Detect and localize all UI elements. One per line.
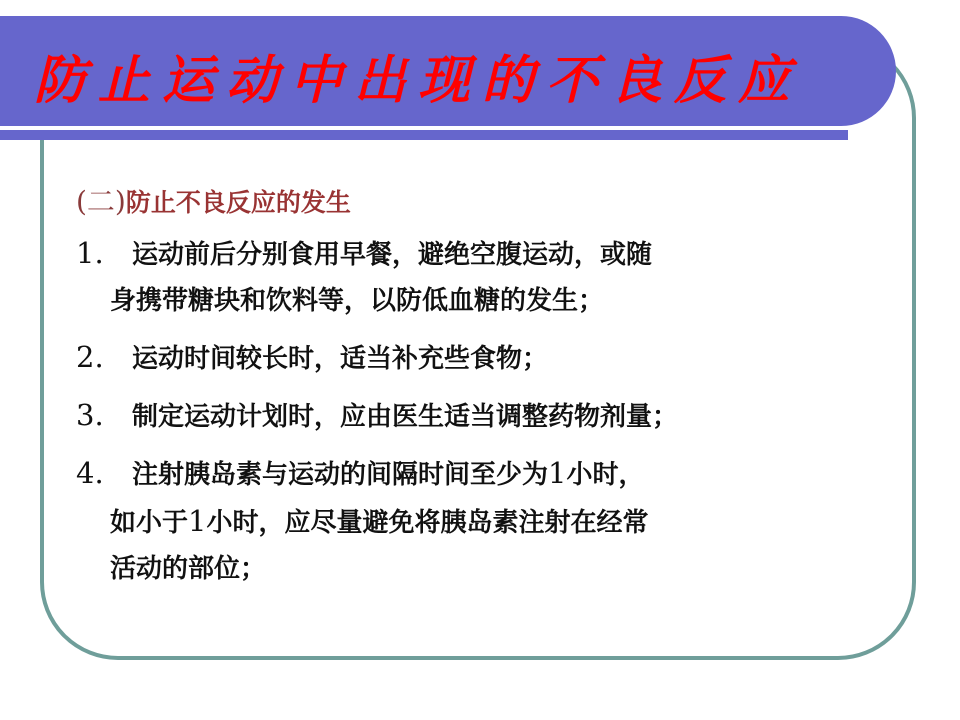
list-item-text-continued: 活动的部位； bbox=[110, 554, 267, 584]
list-item-3 bbox=[76, 392, 906, 440]
list-item-4 bbox=[76, 450, 906, 592]
content-body bbox=[76, 180, 906, 592]
list-item-number: 4. bbox=[76, 456, 104, 490]
list-item-text: 运动前后分别食用早餐，避绝空腹运动，或随 bbox=[132, 240, 653, 270]
list-item-hours-value: 1 bbox=[188, 504, 207, 538]
slide-title: 防止运动中出现的不良反应 bbox=[34, 50, 803, 111]
list-item-text: 如小于 bbox=[110, 508, 189, 538]
list-item-text-continued: 身携带糖块和饮料等，以防低血糖的发生； bbox=[110, 286, 605, 316]
list-item-hours-value: 1 bbox=[548, 456, 567, 490]
list-item-number: 2. bbox=[76, 340, 104, 374]
list-item-text-end: 小时， bbox=[566, 460, 645, 490]
list-item-2 bbox=[76, 334, 906, 382]
subheading-number: (二) bbox=[76, 185, 126, 218]
list-item-number: 3. bbox=[76, 398, 104, 432]
subheading-text: 防止不良反应的发生 bbox=[125, 188, 351, 217]
subheading bbox=[76, 180, 906, 220]
list-item-text: 运动时间较长时，适当补充些食物； bbox=[132, 344, 549, 374]
title-band-lower bbox=[0, 130, 848, 140]
list-item-text: 制定运动计划时，应由医生适当调整药物剂量； bbox=[132, 402, 679, 432]
list-item-text: 注射胰岛素与运动的间隔时间至少为 bbox=[132, 460, 549, 490]
list-item-1 bbox=[76, 230, 906, 324]
list-item-number: 1. bbox=[76, 236, 104, 270]
list-item-text-end: 小时，应尽量避免将胰岛素注射在经常 bbox=[206, 508, 649, 538]
